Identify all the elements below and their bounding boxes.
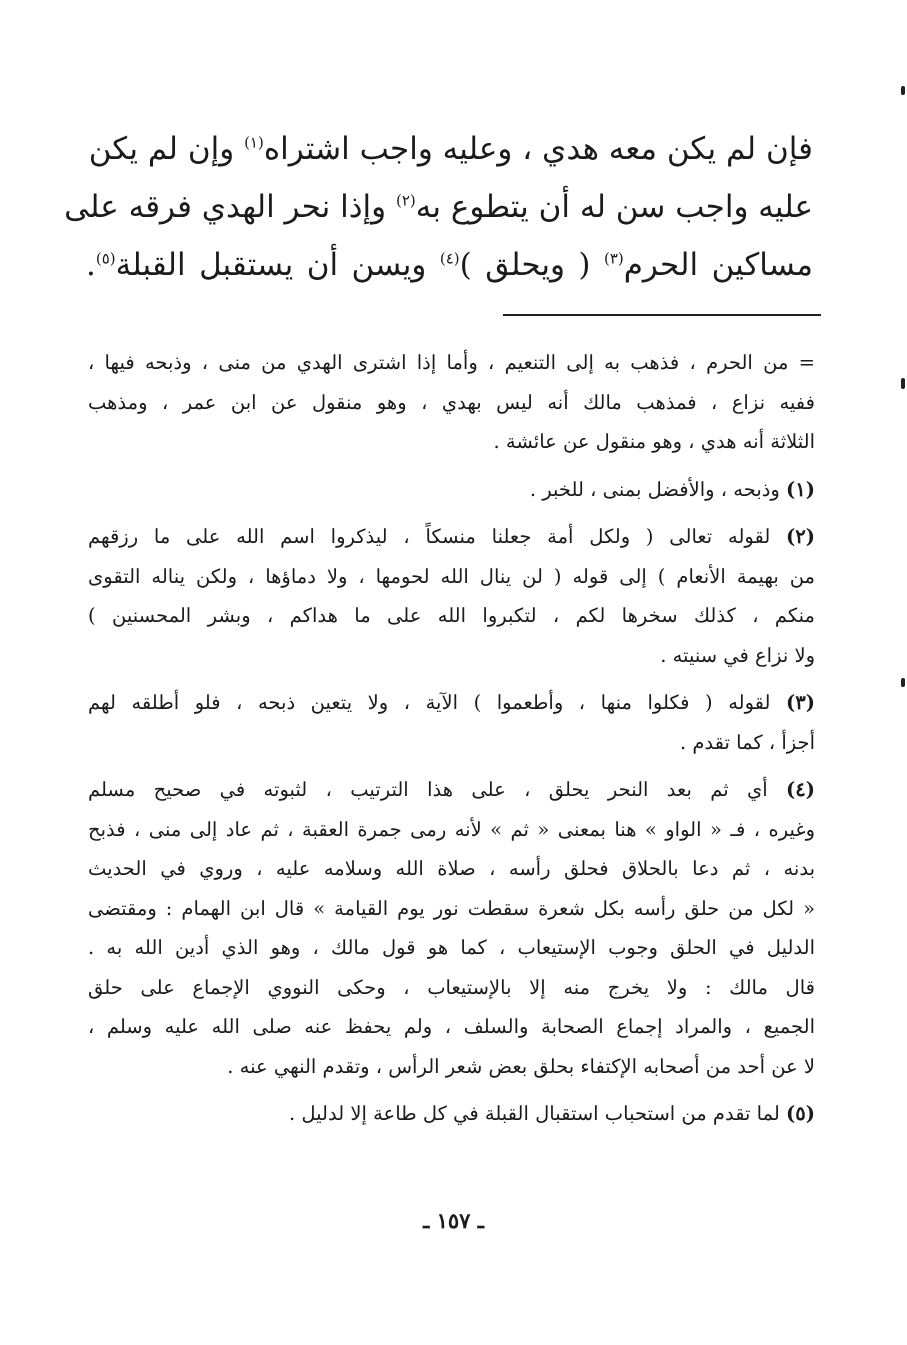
footnote-line [88, 683, 815, 723]
main-text-segment: . [86, 247, 96, 283]
main-text-segment: ( ويحلق ) [459, 247, 604, 283]
footnote-number: (٣) [786, 691, 815, 714]
footnote-text: لقوله ( فكلوا منها ، وأطعموا ) الآية ، ولا يتعين ذبحه ، فلو أطلقه لهم [88, 691, 787, 714]
footnote-continued [88, 343, 815, 462]
footnote-separator [503, 314, 821, 316]
edge-mark [901, 378, 905, 389]
page-number: ـ ١٥٧ ـ [423, 1208, 484, 1233]
main-text-line [86, 236, 813, 294]
footnote-number: (٥) [786, 1102, 815, 1125]
footnote-line: ولا نزاع في سنيته . [660, 643, 815, 667]
edge-mark [901, 678, 905, 687]
main-text-segment: فإن لم يكن معه هدي ، وعليه واجب اشتراه [263, 131, 813, 167]
footnote-line: ففيه نزاع ، فمذهب مالك أنه ليس بهدي ، وهو منقول عن ابن عمر ، ومذهب [88, 390, 815, 414]
main-text-segment: ويسن أن يستقبل القبلة [115, 247, 440, 283]
footnote-marker: (٤) [439, 249, 460, 268]
footnote-2 [88, 517, 815, 675]
footnote-line: أجزأ ، كما تقدم . [679, 730, 815, 754]
footnote-line [88, 1094, 815, 1134]
footnote-line: منكم ، كذلك سخرها لكم ، لتكبروا الله على ما هداكم ، وبشر المحسنين ) [88, 604, 815, 627]
footnote-marker: (٥) [95, 249, 116, 268]
footnote-line [88, 770, 815, 810]
main-text [64, 120, 813, 294]
footnote-text: وذبحه ، والأفضل بمنى ، للخبر . [529, 477, 787, 501]
footnote-text: لقوله تعالى ( ولكل أمة جعلنا منسكاً ، ليذكروا اسم الله على ما رزقهم [88, 525, 787, 548]
footnote-marker: (٣) [603, 249, 624, 268]
footnote-line: من بهيمة الأنعام ) إلى قوله ( لن ينال الله لحومها ، ولا دماؤها ، ولكن يناله التقوى [88, 564, 815, 588]
footnote-text: لما تقدم من استحباب استقبال القبلة في كل طاعة إلا لدليل . [289, 1102, 787, 1125]
main-text-segment: مساكين الحرم [623, 247, 813, 283]
footnote-4 [88, 770, 815, 1086]
main-text-line [64, 178, 813, 236]
main-text-segment: وإذا نحر الهدي فرقه على [64, 189, 396, 225]
footnote-line [88, 517, 815, 557]
footnote-line: الدليل في الحلق وجوب الإستيعاب ، كما هو قول مالك ، وهو الذي أدين الله به . [88, 936, 815, 959]
footnote-number: (٢) [786, 525, 815, 548]
footnote-line [88, 470, 815, 510]
footnote-line: الجميع ، والمراد إجماع الصحابة والسلف ، ولم يحفظ عنه صلى الله عليه وسلم ، [88, 1015, 815, 1038]
edge-mark [901, 86, 905, 95]
footnote-marker: (٢) [395, 191, 416, 210]
main-text-segment: وإن لم يكن [88, 131, 245, 167]
footnote-text: أي ثم بعد النحر يحلق ، على هذا الترتيب ، لثبوته في صحيح مسلم [88, 778, 787, 801]
footnote-1 [88, 470, 815, 510]
footnote-line: = من الحرم ، فذهب به إلى التنعيم ، وأما إذا اشترى الهدي من منى ، وذبحه فيها ، [88, 351, 815, 374]
footnote-line: وغيره ، فـ « الواو » هنا بمعنى « ثم » لأنه رمى جمرة العقبة ، ثم عاد إلى منى ، فذبح [88, 817, 815, 841]
footnote-line: بدنه ، ثم دعا بالحلاق فحلق رأسه ، صلاة الله وسلامه عليه ، وروي في الحديث [88, 857, 815, 880]
footnote-marker: (١) [244, 133, 264, 152]
footnote-number: (١) [786, 477, 815, 501]
footnote-line: لا عن أحد من أصحابه الإكتفاء بحلق بعض شعر الرأس ، وتقدم النهي عنه . [227, 1054, 815, 1078]
footnote-3 [88, 683, 815, 762]
footnote-line: « لكل من حلق رأسه بكل شعرة سقطت نور يوم القيامة » قال ابن الهمام : ومقتضى [88, 896, 815, 920]
footnote-line: قال مالك : ولا يخرج منه إلا بالإستيعاب ، وحكى النووي الإجماع على حلق [88, 975, 815, 999]
main-text-line [86, 120, 813, 178]
footnote-line: الثلاثة أنه هدي ، وهو منقول عن عائشة . [493, 430, 815, 453]
footnote-number: (٤) [786, 778, 815, 801]
footnotes [88, 343, 815, 1142]
footnote-5 [88, 1094, 815, 1134]
main-text-segment: عليه واجب سن له أن يتطوع به [415, 189, 813, 225]
